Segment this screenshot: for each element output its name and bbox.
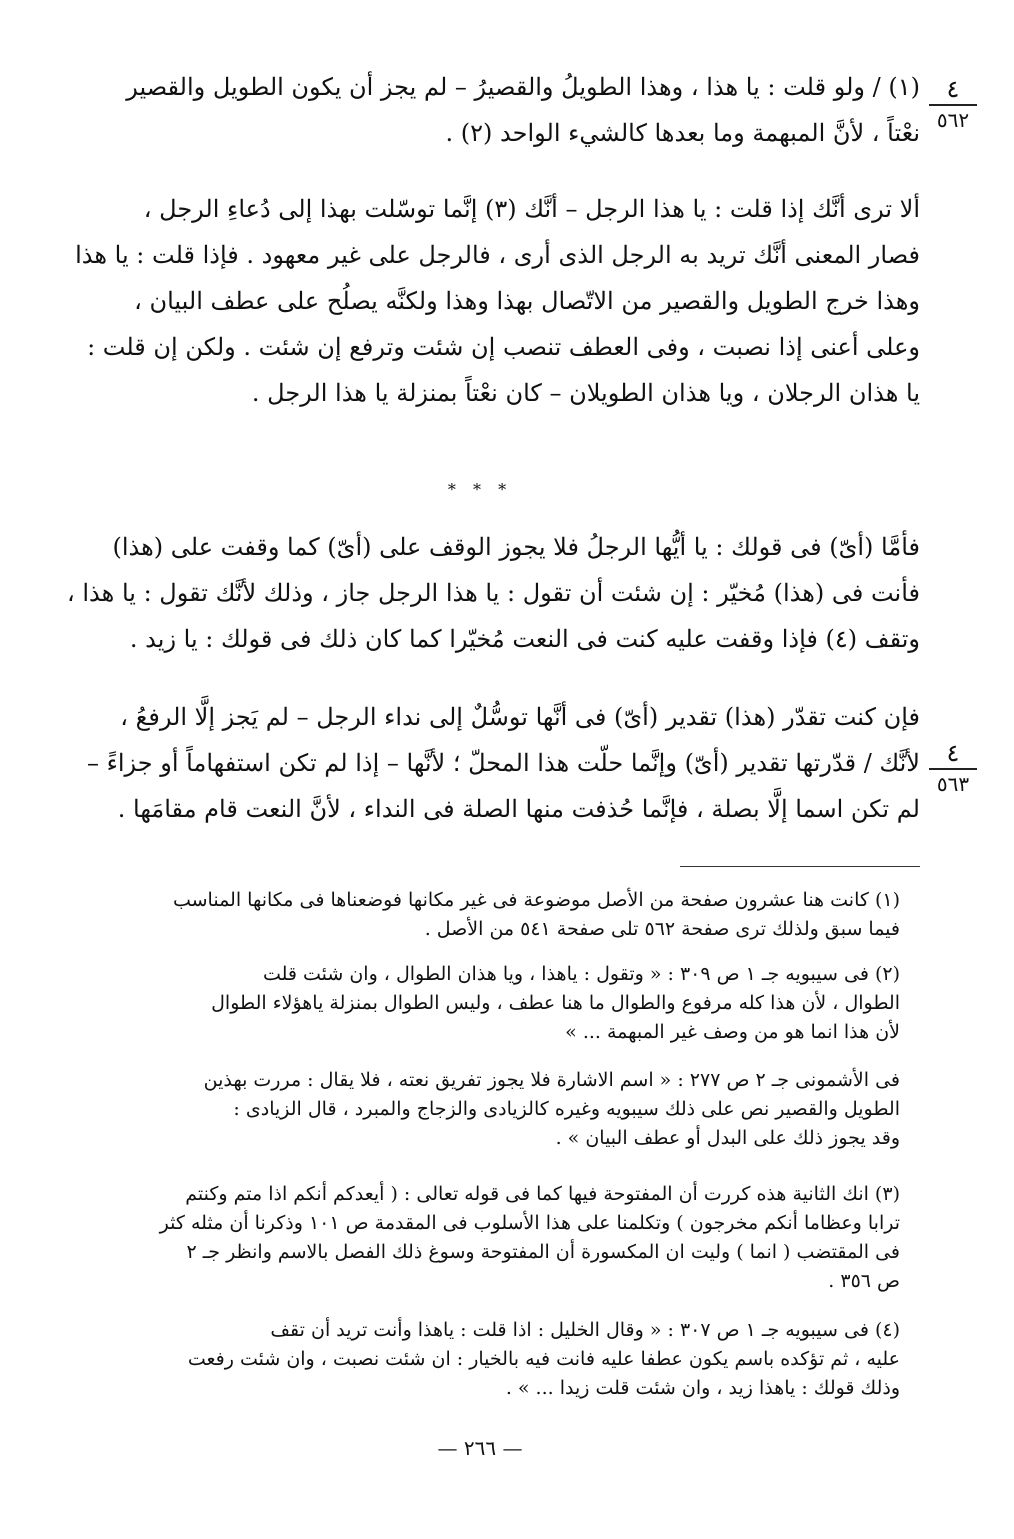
paragraph [40,186,920,416]
footnote-line: عليه ، ثم تؤكده باسم يكون عطفا عليه فانت فيه بالخيار : ان شئت نصبت ، وان شئت رفعت [187,1348,900,1370]
text-line: فأنت فى (هذا) مُخيّر : إن شئت أن تقول : يا هذا الرجل جاز ، وذلك لأنَّك تقول : يا هذا ، [67,579,920,607]
footnote [40,1180,900,1296]
text-line: يا هذان الرجلان ، ويا هذان الطويلان – كان نعْتاً بمنزلة يا هذا الرجل . [251,379,920,407]
footnote-line: ترابا وعظاما أنكم مخرجون ) وتكلمنا على هذا الأسلوب فى المقدمة ص ١٠١ وذكرنا أن مثله كثر [159,1212,900,1234]
footnote [40,1316,900,1403]
text-line: فصار المعنى أنَّك تريد به الرجل الذى أرى ، فالرجل على غير معهود . فإذا قلت : يا هذا [75,241,920,269]
page-number: — ٢٦٦ — [437,1436,523,1460]
text-line: ألا ترى أنَّك إذا قلت : يا هذا الرجل – أنَّك (٣) إنَّما توسّلت بهذا إلى دُعاءِ الرجل ، [143,195,920,223]
text-line: فإن كنت تقدّر (هذا) تقدير (أىّ) فى أنَّها توسُّلٌ إلى نداء الرجل – لم يَجز إلَّا الرفعُ ، [120,703,920,731]
paragraph [40,524,920,662]
margin-page: ٥٦٣ [936,772,970,796]
footnote-line: (٣) انك الثانية هذه كررت أن المفتوحة فيها كما فى قوله تعالى : ( أيعدكم أنكم اذا متم وكنتم [185,1183,900,1205]
margin-page-ref [918,74,988,134]
text-line: (١) / ولو قلت : يا هذا ، وهذا الطويلُ والقصيرُ – لم يجز أن يكون الطويل والقصير [126,73,920,101]
footnote [40,960,900,1047]
margin-volume: ٤ [946,75,960,103]
section-separator: * * * [447,480,513,499]
footnote-line: لأن هذا انما هو من وصف غير المبهمة ... » [565,1021,900,1043]
paragraph [40,64,920,156]
footnote-line: (٤) فى سيبويه جـ ١ ص ٣٠٧ : « وقال الخليل : اذا قلت : ياهذا وأنت تريد أن تقف [270,1319,900,1341]
footnote-line: ص ٣٥٦ . [828,1270,900,1292]
paragraph [40,694,920,832]
footnote-line: (٢) فى سيبويه جـ ١ ص ٣٠٩ : « وتقول : ياهذا ، ويا هذان الطوال ، وان شئت قلت [262,963,900,985]
margin-page-ref [918,738,988,798]
text-line: فأمَّا (أىّ) فى قولك : يا أيُّها الرجلُ فلا يجوز الوقف على (أىّ) كما وقفت على (هذا) [112,533,920,561]
footnote-line: وذلك قولك : ياهذا زيد ، وان شئت قلت زيدا ... » . [505,1377,900,1399]
footnote-line: فى الأشمونى جـ ٢ ص ٢٧٧ : « اسم الاشارة فلا يجوز تفريق نعته ، فلا يقال : مررت بهذين [203,1069,900,1091]
footnote-line: فيما سبق ولذلك ترى صفحة ٥٦٢ تلى صفحة ٥٤١ من الأصل . [424,918,900,940]
footnote [40,1066,900,1153]
text-line: نعْتاً ، لأنَّ المبهمة وما بعدها كالشيء الواحد (٢) . [445,119,920,147]
footnote-line: الطويل والقصير نص على ذلك سيبويه وغيره كالزيادى والزجاج والمبرد ، قال الزيادى : [233,1098,900,1120]
footnote-line: وقد يجوز ذلك على البدل أو عطف البيان » . [555,1127,900,1149]
footnote-line: (١) كانت هنا عشرون صفحة من الأصل موضوعة فى غير مكانها فوضعناها فى مكانها المناسب [172,889,900,911]
text-line: وهذا خرج الطويل والقصير من الاتّصال بهذا وهذا ولكنَّه يصلُح على عطف البيان ، [134,287,920,315]
margin-page: ٥٦٢ [936,108,970,132]
margin-volume: ٤ [946,739,960,767]
text-line: لأنَّك / قدّرتها تقدير (أىّ) وإنَّما حلّت هذا المحلّ ؛ لأنَّها – إذا لم تكن استفهاماً أو جزاءً – [86,749,920,777]
text-line: لم تكن اسما إلَّا بصلة ، فإنَّما حُذفت منها الصلة فى النداء ، لأنَّ النعت قام مقامَها . [117,795,920,823]
footnote-separator [680,866,920,867]
footnote [40,886,900,944]
footnote-line: الطوال ، لأن هذا كله مرفوع والطوال ما هنا عطف ، وليس الطوال بمنزلة ياهؤلاء الطوال [211,992,900,1014]
text-line: وتقف (٤) فإذا وقفت عليه كنت فى النعت مُخيّرا كما كان ذلك فى قولك : يا زيد . [129,625,920,653]
footnote-line: فى المقتضب ( انما ) وليت ان المكسورة أن المفتوحة وسوغ ذلك الفصل بالاسم وانظر جـ ٢ [186,1241,900,1263]
text-line: وعلى أعنى إذا نصبت ، وفى العطف تنصب إن شئت وترفع إن شئت . ولكن إن قلت : [87,333,920,361]
